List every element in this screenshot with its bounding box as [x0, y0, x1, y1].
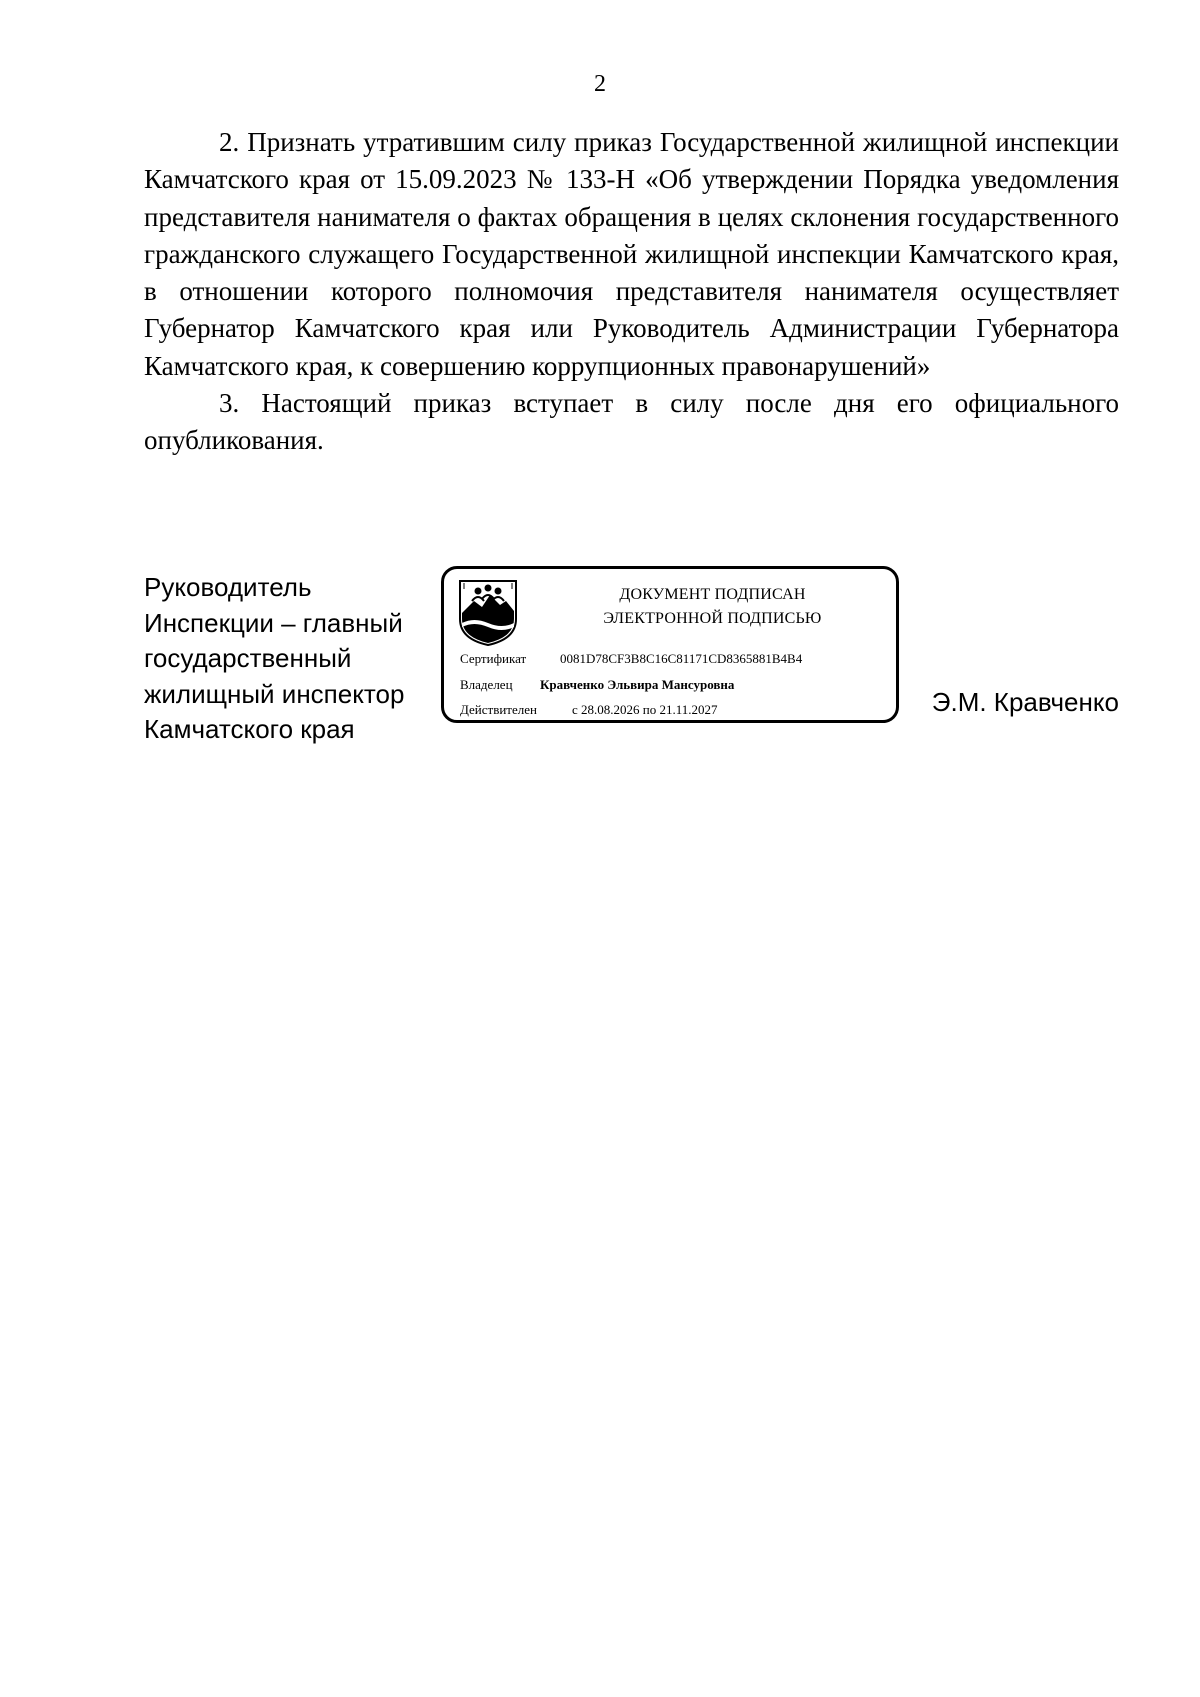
- signatory-line: Камчатского края: [144, 714, 355, 744]
- certificate-value: 0081D78CF3B8C16C81171CD8365881B4B4: [560, 651, 803, 666]
- signatory-position: [144, 570, 424, 748]
- stamp-title: [540, 583, 885, 631]
- signatory-line: государственный: [144, 643, 352, 673]
- signatory-line: Инспекции – главный: [144, 607, 403, 638]
- stamp-title-line: ДОКУМЕНТ ПОДПИСАН: [619, 586, 806, 603]
- kamchatka-coat-of-arms-icon: [456, 579, 520, 647]
- certificate-label: Сертификат: [460, 651, 527, 666]
- paragraph-repeal-order: 2. Признать утратившим силу приказ Государственной жилищной инспекции Камчатского края от 15.09.2023 № 133-Н «Об утверждении Порядка уведомления представителя нанимателя о фактах обращения в целях склонения государственного гражданского служащего Государственной жилищной инспекции Камчатского края, в отношении которого полномочия представителя нанимателя осуществляет Губернатор Камчатского края или Руководитель Администрации Губернатора Камчатского края, к совершению коррупционных правонарушений»: [144, 127, 1119, 381]
- signer-name: Э.М. Кравченко: [931, 687, 1119, 717]
- paragraph-effective-date: 3. Настоящий приказ вступает в силу после дня его официального опубликования.: [144, 388, 1119, 456]
- page-number: 2: [594, 71, 606, 97]
- stamp-validity-row: [460, 702, 718, 718]
- owner-label: Владелец: [460, 677, 513, 692]
- document-body: [144, 124, 1119, 460]
- owner-value: Кравченко Эльвира Мансуровна: [540, 677, 735, 692]
- validity-label: Действителен: [460, 702, 537, 717]
- validity-value: с 28.08.2026 по 21.11.2027: [572, 702, 718, 717]
- stamp-title-line: ЭЛЕКТРОННОЙ ПОДПИСЬЮ: [603, 610, 822, 627]
- stamp-certificate-row: [460, 651, 802, 667]
- electronic-signature-stamp: [441, 566, 899, 723]
- stamp-owner-row: [460, 677, 734, 693]
- signatory-line: жилищный инспектор: [144, 678, 405, 709]
- signatory-line: Руководитель: [144, 572, 312, 602]
